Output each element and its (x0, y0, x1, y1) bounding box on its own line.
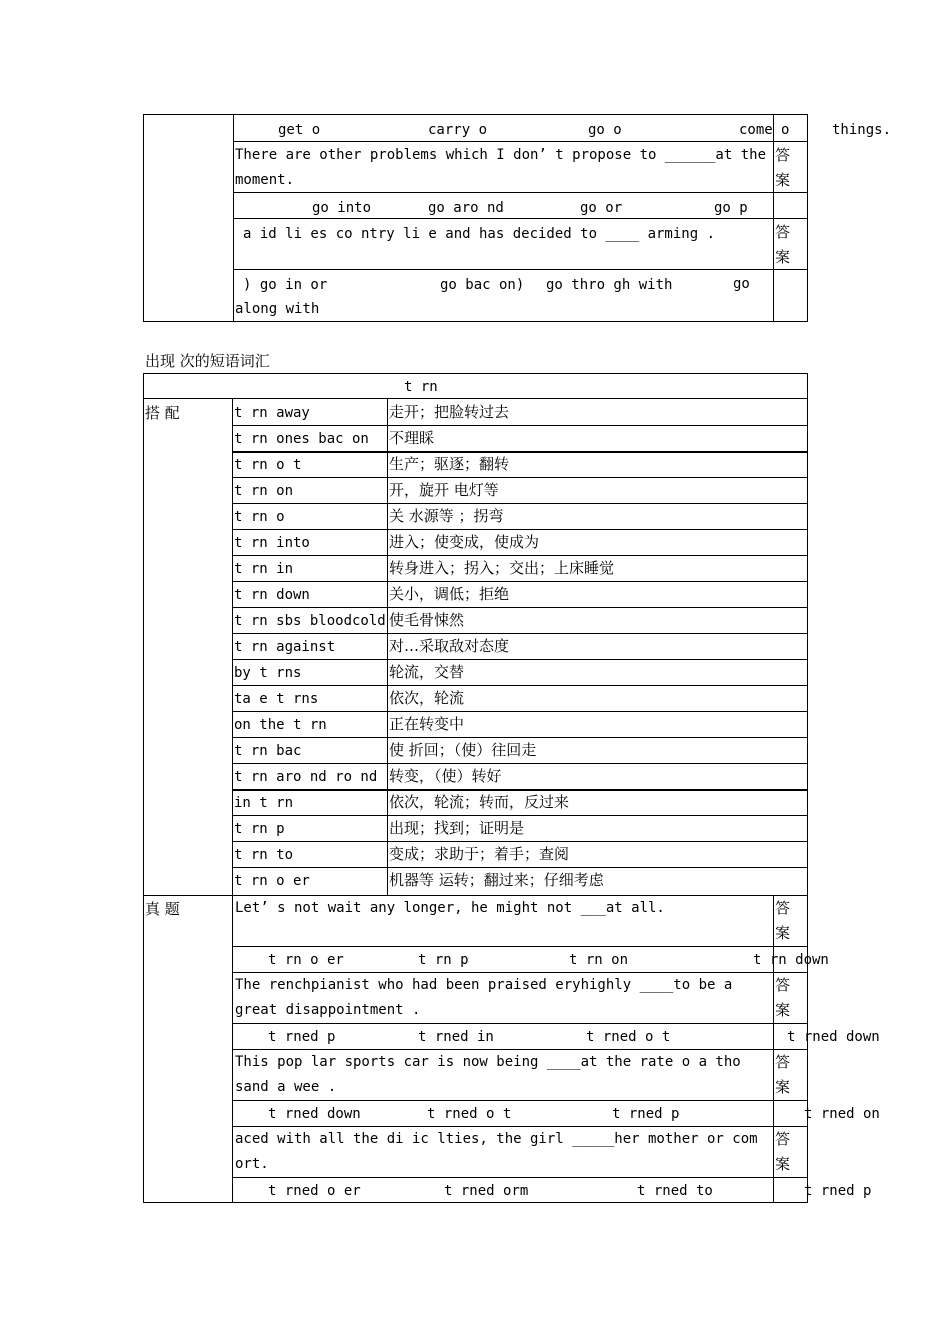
row-divider (232, 841, 808, 842)
phrase-en: t rn away (234, 405, 310, 421)
phrase-cn: 轮流，交替 (389, 663, 465, 681)
phrase-en: t rn aro nd ro nd (234, 769, 378, 785)
option-c: t rned p (612, 1106, 680, 1122)
option-a: t rn o er (268, 952, 344, 968)
option-b: go bac on) (440, 277, 525, 293)
phrase-en: t rn into (234, 535, 310, 551)
phrase-en: t rn bac (234, 743, 302, 759)
exam-label: 真 题 (145, 900, 180, 918)
phrase-en: ta e t rns (234, 691, 319, 707)
row-divider (232, 581, 808, 582)
row-divider (232, 425, 808, 426)
option-a: go into (312, 200, 372, 216)
phrase-cn: 转变，（使）转好 (389, 767, 502, 785)
question-text: There are other problems which I don’ t propose to ______at the moment. (235, 147, 767, 188)
option-b: t rned orm (444, 1183, 529, 1199)
row-divider (232, 607, 808, 608)
option-d: go along with (235, 276, 750, 317)
option-c: t rned o t (586, 1029, 671, 1045)
phrase-en: t rn sbs bloodcold (234, 613, 386, 629)
row-divider (232, 685, 808, 686)
phrase-en: t rn p (234, 821, 285, 837)
collocation-label: 搭 配 (145, 404, 180, 422)
option-b: t rned o t (427, 1106, 512, 1122)
row-divider (232, 451, 808, 453)
option-b: go aro nd (428, 200, 504, 216)
phrase-en: t rn against (234, 639, 336, 655)
option-d-overflow-text: things. (832, 122, 892, 138)
option-a: ) go in or (243, 277, 328, 293)
exam-question-4: aced with all the di ic lties, the girl _____her mother or com ort. (235, 1131, 758, 1172)
exam-question-3: This pop lar sports car is now being ____at the rate o a tho sand a wee . (235, 1054, 741, 1095)
row-divider (232, 503, 808, 504)
option-a: t rned down (268, 1106, 361, 1122)
row-divider (232, 659, 808, 660)
row-divider (232, 633, 808, 634)
row-divider (232, 867, 808, 868)
phrase-cn: 依次，轮流；转而，反过来 (389, 793, 570, 811)
row-divider (232, 555, 808, 556)
phrase-en: on the t rn (234, 717, 327, 733)
phrase-en: t rn down (234, 587, 310, 603)
option-b: t rned in (418, 1029, 494, 1045)
answer-label: 答案 (775, 223, 791, 266)
phrase-cn: 出现；找到；证明是 (389, 819, 525, 837)
option-c: t rn on (569, 952, 629, 968)
option-b: t rn p (418, 952, 469, 968)
option-d: come (739, 122, 773, 138)
phrase-en: in t rn (234, 795, 294, 811)
table-header: t rn (404, 379, 438, 395)
phrase-cn: 机器等 运转；翻过来；仔细考虑 (389, 871, 604, 889)
phrase-en: by t rns (234, 665, 302, 681)
option-d: t rned p (804, 1183, 872, 1199)
phrase-en: t rn o t (234, 457, 302, 473)
option-c: go o (588, 122, 622, 138)
phrase-cn: 进入；使变成，使成为 (389, 533, 540, 551)
section-title: 出现 次的短语词汇 (145, 352, 270, 370)
row-divider (232, 711, 808, 712)
option-a: t rned p (268, 1029, 336, 1045)
answer-label: 答案 (775, 146, 791, 189)
phrase-cn: 使毛骨悚然 (389, 611, 465, 629)
option-c: go thro gh with (546, 277, 673, 293)
row-divider (232, 477, 808, 478)
phrase-en: t rn ones bac on (234, 431, 369, 447)
option-d: t rned down (787, 1029, 880, 1045)
row-divider (232, 529, 808, 530)
row-divider (232, 789, 808, 791)
phrase-cn: 使 折回；（使）往回走 (389, 741, 537, 759)
option-c: t rned to (637, 1183, 713, 1199)
answer-label: 答案 (775, 899, 791, 942)
phrase-cn: 不理睬 (389, 429, 435, 447)
option-a: t rned o er (268, 1183, 361, 1199)
option-b: carry o (428, 122, 488, 138)
phrase-cn: 正在转变中 (389, 715, 465, 733)
phrase-en: t rn o er (234, 873, 310, 889)
option-c: go or (580, 200, 623, 216)
option-d: go p (714, 200, 748, 216)
row-divider (232, 737, 808, 738)
answer-label: 答案 (775, 976, 791, 1019)
exam-question-2: The renchpianist who had been praised eryhighly ____to be a great disappointment . (235, 977, 733, 1018)
phrase-cn: 转身进入；拐入；交出；上床睡觉 (389, 559, 615, 577)
phrase-en: t rn in (234, 561, 294, 577)
phrase-cn: 变成；求助于；着手；查阅 (389, 845, 570, 863)
phrase-en: t rn to (234, 847, 294, 863)
answer-label: 答案 (775, 1130, 791, 1173)
question-text: a id li es co ntry li e and has decided to ____ arming . (243, 226, 716, 242)
phrase-cn: 关小，调低；拒绝 (389, 585, 510, 603)
phrase-cn: 关 水源等 ；拐弯 (389, 507, 504, 525)
row-divider (232, 815, 808, 816)
option-d: t rned on (804, 1106, 880, 1122)
option-a: get o (278, 122, 321, 138)
phrase-cn: 对…采取敌对态度 (389, 637, 510, 655)
exam-question-1: Let’ s not wait any longer, he might not ___at all. (235, 900, 665, 916)
option-d: t rn down (753, 952, 829, 968)
phrase-cn: 走开；把脸转过去 (389, 403, 510, 421)
phrase-en: t rn on (234, 483, 294, 499)
phrase-cn: 依次，轮流 (389, 689, 465, 707)
phrase-cn: 生产；驱逐；翻转 (389, 455, 510, 473)
option-d-overflow: o (781, 122, 790, 138)
row-divider (232, 763, 808, 764)
answer-label: 答案 (775, 1053, 791, 1096)
phrase-cn: 开，旋开 电灯等 (389, 481, 499, 499)
phrase-en: t rn o (234, 509, 285, 525)
